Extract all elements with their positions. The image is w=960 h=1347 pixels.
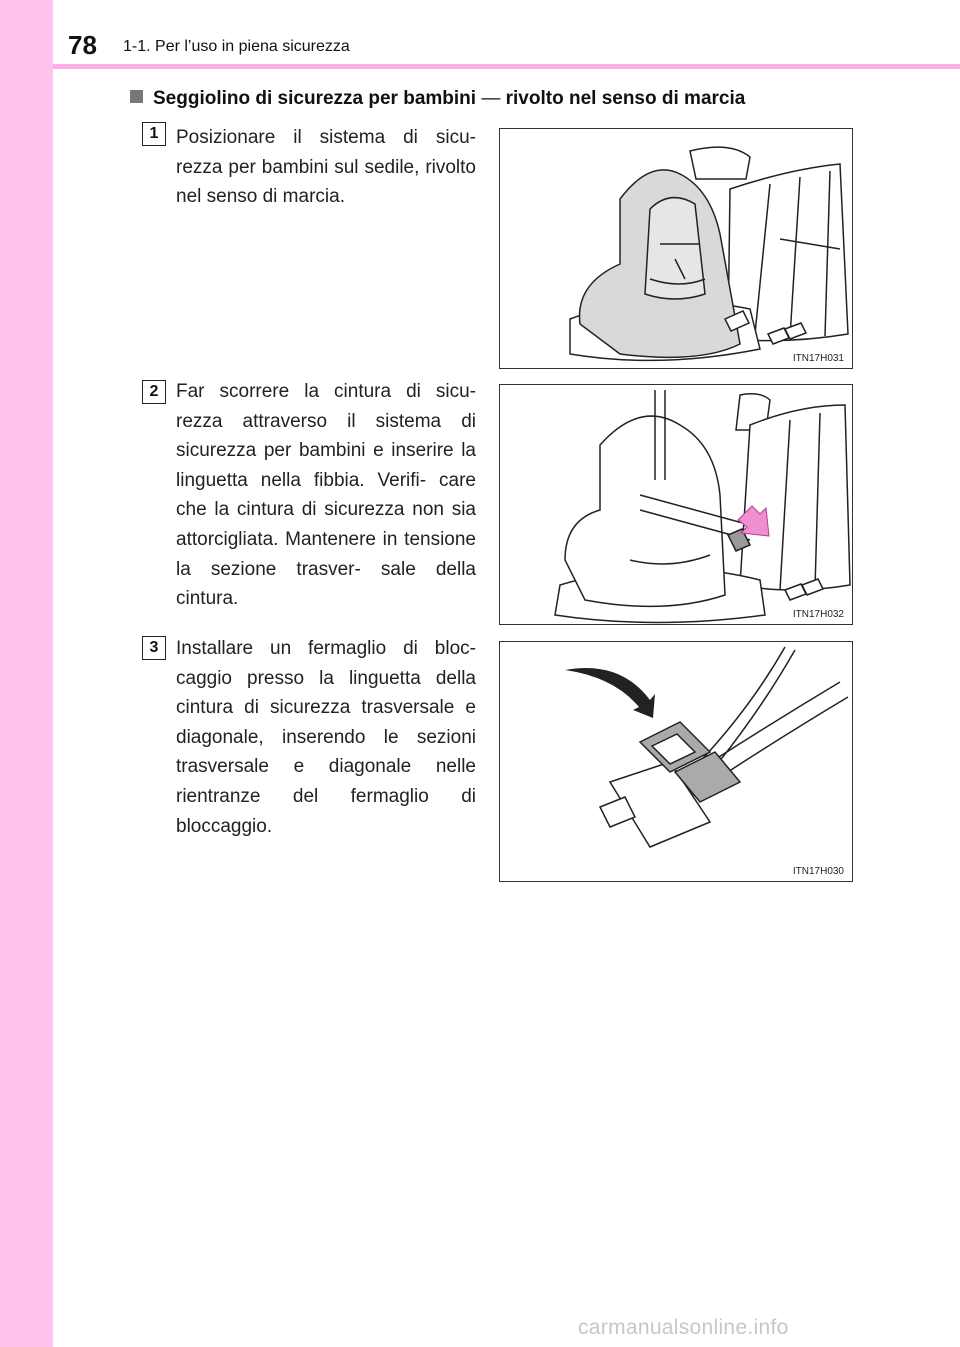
belt-routing-illustration [500, 385, 854, 626]
section-title-dash: — [481, 88, 501, 109]
step-1-text: Posizionare il sistema di sicu- rezza per bambini sul sedile, rivolto nel senso di marcia. [176, 127, 476, 208]
section-heading [130, 88, 745, 110]
push-down-arrow-icon [738, 506, 769, 536]
step-3-badge: 3 [142, 636, 166, 660]
figure-code: ITN17H031 [792, 353, 844, 364]
watermark: carmanualsonline.info [578, 1316, 789, 1339]
step-2-badge: 2 [142, 380, 166, 404]
running-head: 1-1. Per l’uso in piena sicurezza [123, 38, 350, 55]
child-seat-on-seat-illustration [500, 129, 854, 370]
step-2-text: Far scorrere la cintura di sicu- rezza attraverso il sistema di sicurezza per bambini e inserire la linguetta nella fibbia. Verifi- care che la cintura di sicurezza non sia attorcigliata. Mantenere in tensione la sezione trasver- sale della cintura. [176, 381, 476, 610]
locking-clip-illustration [500, 642, 854, 883]
page-number: 78 [68, 30, 97, 60]
section-title-sub: rivolto nel senso di marcia [505, 88, 746, 109]
figure-step-1 [499, 128, 853, 369]
figure-code: ITN17H032 [792, 609, 844, 620]
figure-code: ITN17H030 [792, 866, 844, 877]
figure-step-2 [499, 384, 853, 625]
pointer-arrow-icon [565, 668, 655, 718]
section-title-main: Seggiolino di sicurezza per bambini [153, 88, 477, 109]
header-rule [53, 64, 960, 69]
step-1-badge: 1 [142, 122, 166, 146]
figure-step-3 [499, 641, 853, 882]
bullet-square-icon [130, 90, 143, 103]
step-3-text: Installare un fermaglio di bloc- caggio presso la linguetta della cintura di sicurezza trasversale e diagonale, inserendo le sezioni trasversale e diagonale nelle rientranze del fermaglio di bloccaggio. [176, 638, 476, 837]
chapter-sidebar [0, 0, 53, 1347]
